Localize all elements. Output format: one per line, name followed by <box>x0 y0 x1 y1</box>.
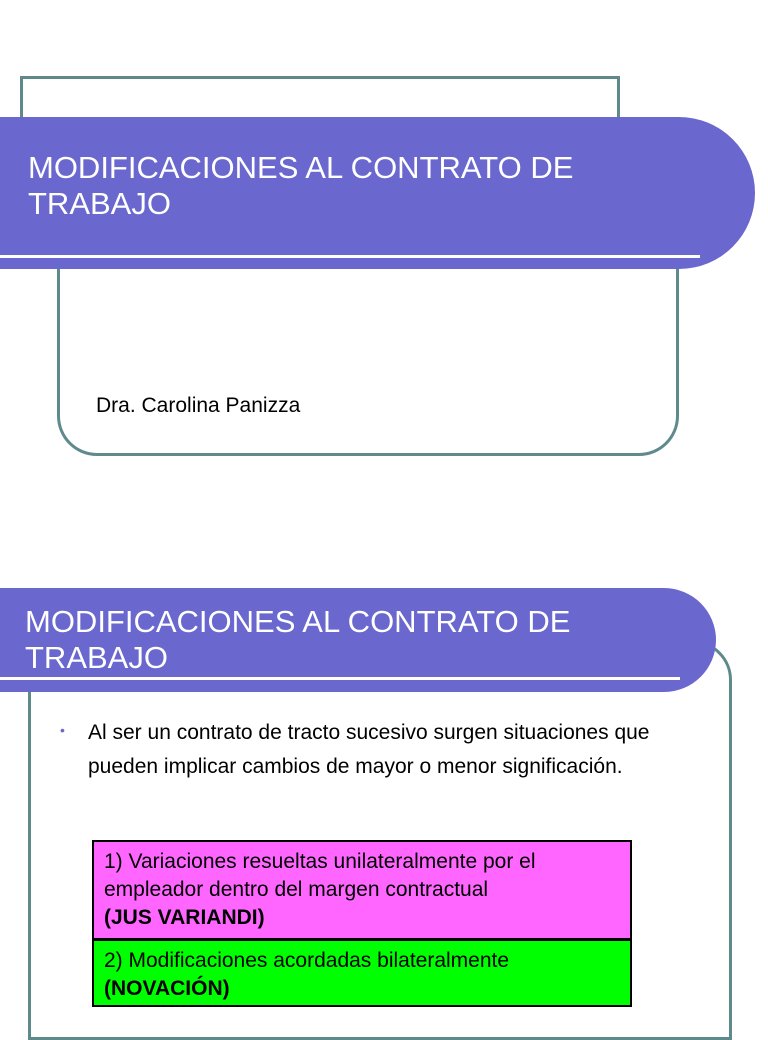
slide1-title <box>28 150 708 222</box>
slide2-paragraph: Al ser un contrato de tracto sucesivo surgen situaciones que pueden implicar cambios de mayor o menor significación. <box>88 721 650 778</box>
bullet-icon: • <box>60 722 65 738</box>
slide1-author: Dra. Carolina Panizza <box>96 394 301 417</box>
novacion-box <box>92 939 632 1007</box>
slide2-title-line1: MODIFICACIONES AL CONTRATO DE <box>25 604 571 639</box>
slide1-title-rule <box>0 255 700 258</box>
slide2-title-line2: TRABAJO <box>25 640 168 675</box>
novacion-text: 2) Modificaciones acordadas bilateralmente <box>104 949 510 972</box>
slide2-title <box>25 604 705 676</box>
slide1-title-line1: MODIFICACIONES AL CONTRATO DE <box>28 150 574 185</box>
jus-variandi-text: 1) Variaciones resueltas unilateralmente por el empleador dentro del margen contractual <box>104 850 536 901</box>
slide2-title-rule <box>0 677 680 680</box>
slide1-title-line2: TRABAJO <box>28 186 171 221</box>
novacion-label: (NOVACIÓN) <box>104 977 230 1000</box>
jus-variandi-label: (JUS VARIANDI) <box>104 906 265 929</box>
slide1-frame-bottom <box>57 240 679 456</box>
jus-variandi-box <box>92 840 632 940</box>
